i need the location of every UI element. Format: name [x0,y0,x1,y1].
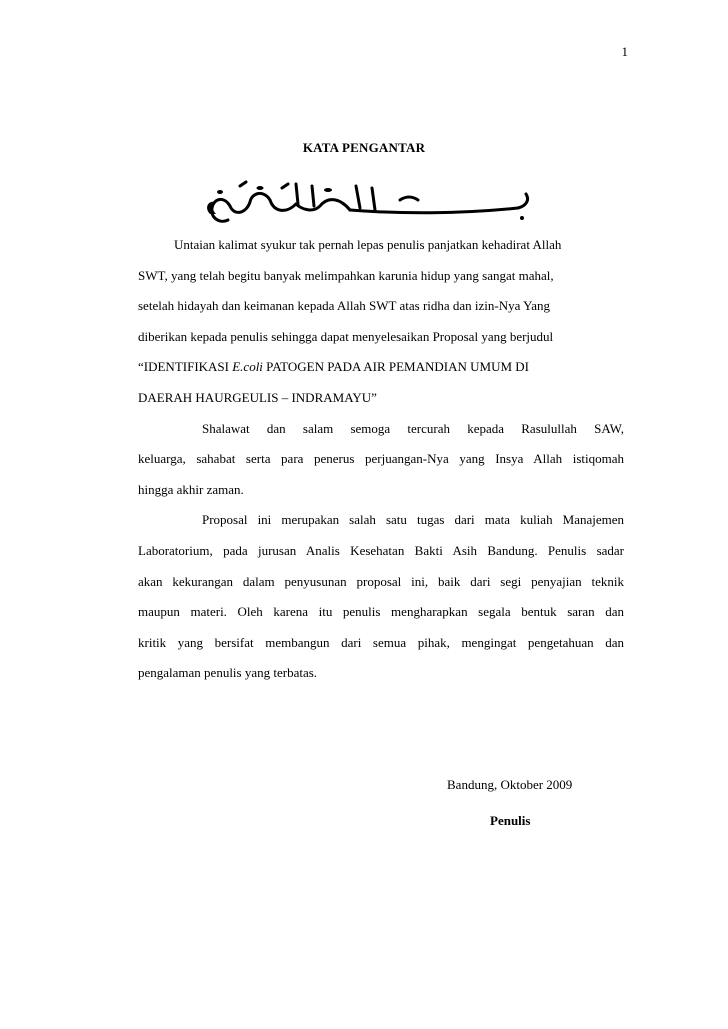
paragraph-3-line: pengalaman penulis yang terbatas. [138,665,318,681]
page-title: KATA PENGANTAR [302,140,426,155]
paragraph-2-line: Shalawat dan salam semoga tercurah kepada Rasulullah SAW, [202,420,624,436]
paragraph-3-line: maupun materi. Oleh karena itu penulis mengharapkan segala bentuk saran dan [138,604,624,620]
place-date: Bandung, Oktober 2009 [447,777,573,792]
basmalah-calligraphy [200,178,540,228]
paragraph-1-line: SWT, yang telah begitu banyak melimpahkan karunia hidup yang sangat mahal, [138,267,554,283]
paragraph-3-line: kritik yang bersifat membangun dari semua pihak, mengingat pengetahuan dan [138,634,624,650]
paragraph-3-line: akan kekurangan dalam penyusunan proposal ini, baik dari segi penyajian teknik [138,573,624,589]
page-number: 1 [621,44,628,59]
paragraph-3-line: Proposal ini merupakan salah satu tugas dari mata kuliah Manajemen [202,512,624,528]
paragraph-2-line: keluarga, sahabat serta para penerus perjuangan-Nya yang Insya Allah istiqomah [138,451,624,467]
paragraph-1-line: setelah hidayah dan keimanan kepada Allah SWT atas ridha dan izin-Nya Yang [138,298,551,314]
signer-name: Penulis [490,813,531,828]
title-quote-start: “IDENTIFIKASI [138,359,233,375]
paragraph-2-line: hingga akhir zaman. [138,481,244,497]
title-quote-rest: PATOGEN PADA AIR PEMANDIAN UMUM DI [262,359,529,375]
paragraph-1-line: Untaian kalimat syukur tak pernah lepas penulis panjatkan kehadirat Allah [174,237,562,252]
paragraph-1-proposal-title-line [138,352,624,383]
paragraph-1-line: DAERAH HAURGEULIS – INDRAMAYU” [138,389,377,405]
paragraph-1-line: diberikan kepada penulis sehingga dapat menyelesaikan Proposal yang berjudul [138,328,554,344]
body-text [138,230,624,689]
paragraph-3-line: Laboratorium, pada jurusan Analis Kesehatan Bakti Asih Bandung. Penulis sadar [138,542,624,558]
species-name: E.coli [232,359,263,375]
